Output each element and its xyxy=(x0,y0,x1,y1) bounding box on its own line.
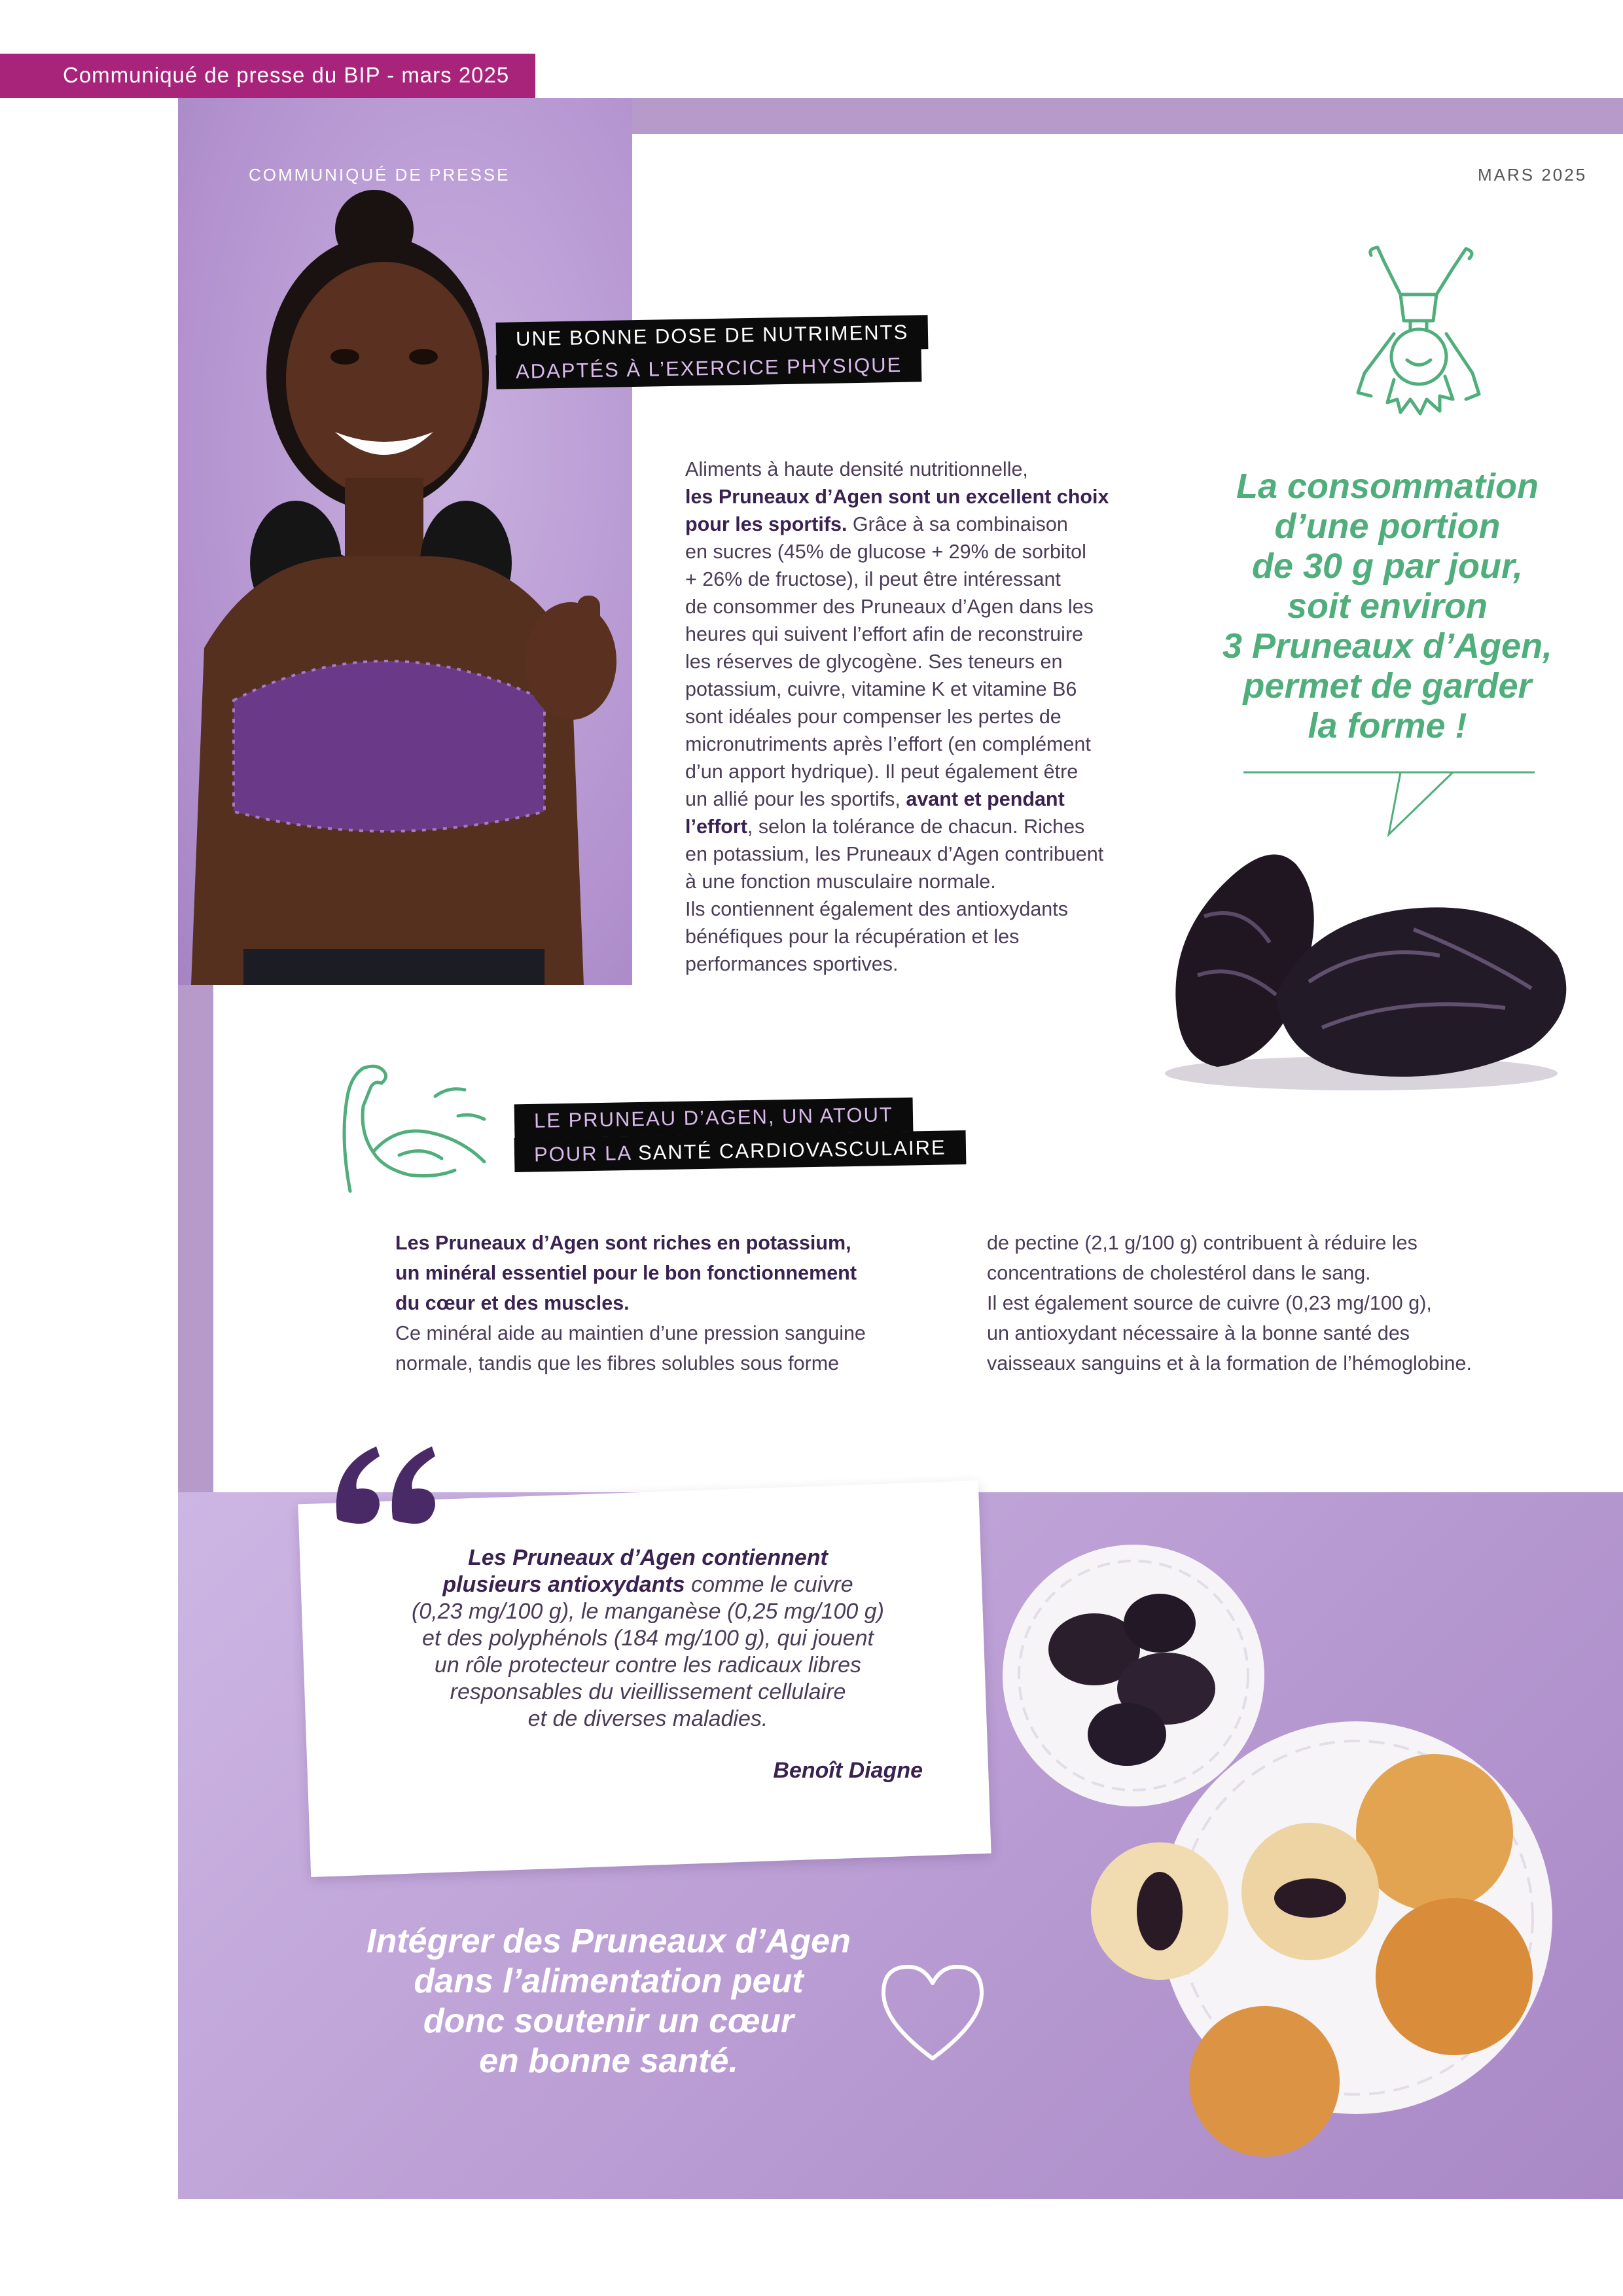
doc-type-label: COMMUNIQUÉ DE PRESSE xyxy=(249,165,510,185)
prunes-image xyxy=(1139,825,1597,1100)
athlete-illustration xyxy=(178,98,632,985)
quote-line: soit environ xyxy=(1287,586,1488,626)
quote-line: d’une portion xyxy=(1274,507,1501,546)
text-line: + 26% de fructose), il peut être intéressant xyxy=(685,568,1061,590)
text-line: et de diverses maladies. xyxy=(527,1706,768,1731)
text-bold: pour les sportifs. xyxy=(685,513,847,535)
quote-author: Benoît Diagne xyxy=(773,1758,923,1783)
quote-line: La consommation xyxy=(1236,467,1539,506)
text-bold: Les Pruneaux d’Agen contiennent xyxy=(468,1545,828,1570)
title-white-part: SANTÉ CARDIOVASCULAIRE xyxy=(637,1136,946,1164)
section1-body xyxy=(685,456,1196,978)
text-line: potassium, cuivre, vitamine K et vitamine B6 xyxy=(685,678,1077,700)
text-line: , selon la tolérance de chacun. Riches xyxy=(747,816,1085,838)
text-line: normale, tandis que les fibres solubles sous forme xyxy=(395,1352,840,1374)
text-line: de pectine (2,1 g/100 g) contribuent à réduire les xyxy=(987,1232,1418,1254)
text-line: un rôle protecteur contre les radicaux libres xyxy=(435,1653,861,1677)
text-line: sont idéales pour compenser les pertes de xyxy=(685,706,1061,728)
date-label: MARS 2025 xyxy=(1478,165,1588,185)
text-line: et des polyphénols (184 mg/100 g), qui jouent xyxy=(422,1626,874,1651)
quote-line: en bonne santé. xyxy=(479,2042,738,2080)
heart-icon xyxy=(877,1960,988,2065)
quote-line: permet de garder xyxy=(1243,666,1532,706)
text-line: en sucres (45% de glucose + 29% de sorbitol xyxy=(685,541,1086,563)
flexed-arm-icon xyxy=(337,1060,494,1198)
child-handstand-icon xyxy=(1348,242,1492,452)
quote-line: donc soutenir un cœur xyxy=(423,2002,794,2040)
quote-line: de 30 g par jour, xyxy=(1251,547,1524,586)
text-line: un antioxydant nécessaire à la bonne santé des xyxy=(987,1322,1410,1344)
quote-line: Intégrer des Pruneaux d’Agen xyxy=(366,1922,851,1960)
text-bold: plusieurs antioxydants xyxy=(442,1572,685,1597)
text-bold: Les Pruneaux d’Agen sont riches en potassium, xyxy=(395,1232,851,1254)
section1-title-line2: ADAPTÉS À L’EXERCICE PHYSIQUE xyxy=(496,348,922,389)
quote-line: 3 Pruneaux d’Agen, xyxy=(1222,626,1553,666)
section2-column-right xyxy=(987,1228,1576,1378)
text-line: de consommer des Pruneaux d’Agen dans les xyxy=(685,596,1094,618)
quote-mark-icon xyxy=(330,1440,442,1525)
text-line: comme le cuivre xyxy=(685,1572,853,1597)
text-line: performances sportives. xyxy=(685,953,899,975)
text-bold: avant et pendant xyxy=(906,788,1065,810)
text-line: micronutriments après l’effort (en complément xyxy=(685,733,1091,755)
quote-line: dans l’alimentation peut xyxy=(414,1962,804,2000)
header-tab-text: Communiqué de presse du BIP - mars 2025 xyxy=(63,63,510,87)
text-line: heures qui suivent l’effort afin de reconstruire xyxy=(685,623,1084,645)
text-line: Ils contiennent également des antioxydants xyxy=(685,898,1068,920)
text-line: concentrations de cholestérol dans le sang. xyxy=(987,1262,1371,1284)
text-line: Ce minéral aide au maintien d’une pression sanguine xyxy=(395,1322,866,1344)
green-highlight-quote xyxy=(1204,467,1571,746)
text-line: un allié pour les sportifs, xyxy=(685,788,906,810)
section2-column-left xyxy=(395,1228,932,1378)
text-line: (0,23 mg/100 g), le manganèse (0,25 mg/100 g) xyxy=(412,1599,884,1624)
text-bold: un minéral essentiel pour le bon fonctionnement xyxy=(395,1262,857,1284)
quote-line: la forme ! xyxy=(1308,706,1467,745)
section1-title-line1: UNE BONNE DOSE DE NUTRIMENTS xyxy=(496,315,929,357)
text-line: bénéfiques pour la récupération et les xyxy=(685,925,1020,948)
expert-quote xyxy=(337,1545,959,1732)
header-tab xyxy=(0,54,535,98)
text-line: d’un apport hydrique). Il peut également être xyxy=(685,761,1079,783)
bottom-highlight-quote xyxy=(314,1922,903,2081)
athlete-photo xyxy=(178,98,632,985)
text-bold: l’effort xyxy=(685,816,747,838)
text-line: à une fonction musculaire normale. xyxy=(685,870,996,893)
text-line: Grâce à sa combinaison xyxy=(847,513,1068,535)
section2-title-line1: LE PRUNEAU D’AGEN, UN ATOUT xyxy=(514,1098,914,1139)
text-line: Aliments à haute densité nutritionnelle, xyxy=(685,458,1028,480)
text-line: en potassium, les Pruneaux d’Agen contribuent xyxy=(685,843,1104,865)
text-line: vaisseaux sanguins et à la formation de l’hémoglobine. xyxy=(987,1352,1472,1374)
text-bold: les Pruneaux d’Agen sont un excellent choix xyxy=(685,486,1109,508)
text-bold: du cœur et des muscles. xyxy=(395,1292,630,1314)
title-lilac-part: POUR LA xyxy=(533,1141,639,1166)
text-line: responsables du vieillissement cellulaire xyxy=(450,1679,846,1704)
text-line: les réserves de glycogène. Ses teneurs en xyxy=(685,651,1063,673)
text-line: Il est également source de cuivre (0,23 mg/100 g), xyxy=(987,1292,1432,1314)
